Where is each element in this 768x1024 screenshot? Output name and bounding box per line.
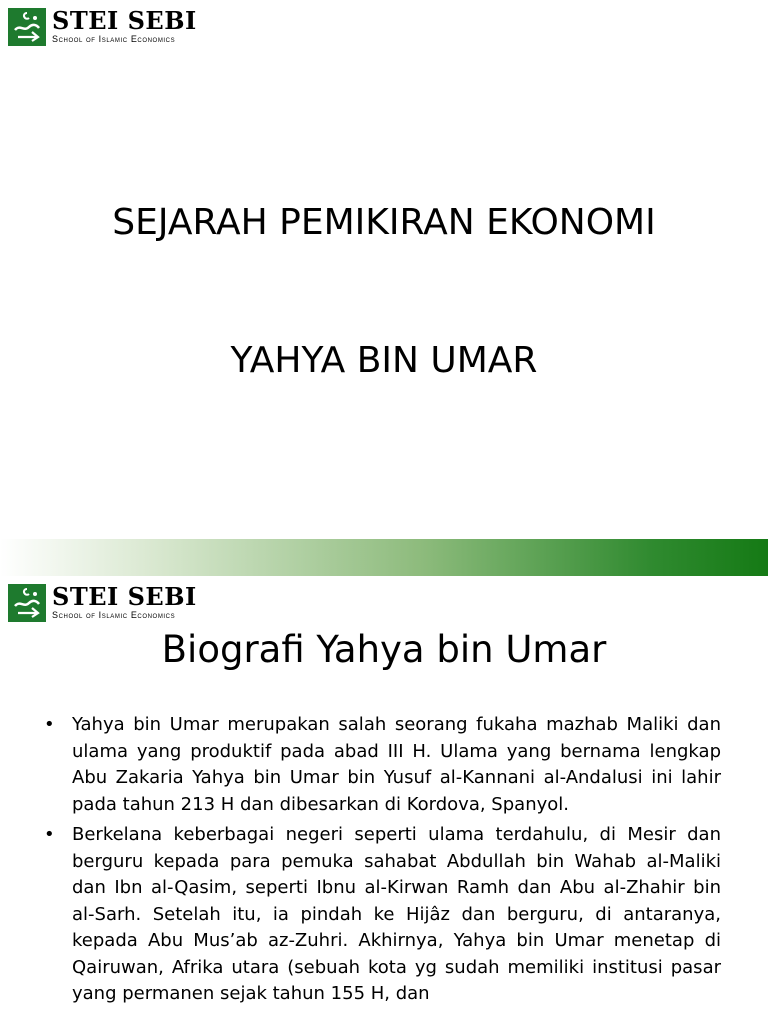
- brand-name: STEI SEBI: [52, 582, 197, 611]
- brand-tagline: School of Islamic Economics: [52, 34, 176, 44]
- title-line-1: SEJARAH PEMIKIRAN EKONOMI: [112, 202, 656, 243]
- logo-emblem-icon: [8, 8, 46, 46]
- bullet-item: • Yahya bin Umar merupakan salah seorang fukaha mazhab Maliki dan ulama yang produktif pada abad III H. Ulama yang bernama lengkap Abu Zakaria Yahya bin Umar bin Yusuf al-Kannani al-Andalusi ini lahir pada tahun 213 H dan dibesarkan di Kordova, Spanyol.: [44, 712, 721, 818]
- brand-name: STEI SEBI: [52, 6, 197, 35]
- bullet-item: • Berkelana keberbagai negeri seperti ulama terdahulu, di Mesir dan berguru kepada para pemuka sahabat Abdullah bin Wahab al-Maliki dan Ibn al-Qasim, seperti Ibnu al-Kirwan Ramh dan Abu al-Zhahir bin al-Sarh. Setelah itu, ia pindah ke Hijâz dan berguru, di antaranya, kepada Abu Mus’ab az-Zuhri. Akhirnya, Yahya bin Umar menetap di Qairuwan, Afrika utara (sebuah kota yg sudah memiliki institusi pasar yang permanen sejak tahun 155 H, dan: [44, 822, 721, 1008]
- logo-emblem-icon: [8, 584, 46, 622]
- logo: [8, 584, 197, 622]
- slide-biography: [0, 576, 768, 1024]
- brand-tagline: School of Islamic Economics: [52, 610, 176, 620]
- slide-heading: Biografi Yahya bin Umar: [161, 628, 607, 671]
- title-line-2: YAHYA BIN UMAR: [230, 340, 538, 381]
- logo: [8, 8, 197, 46]
- bullet-list: [44, 712, 721, 1012]
- gradient-bar: [0, 539, 768, 576]
